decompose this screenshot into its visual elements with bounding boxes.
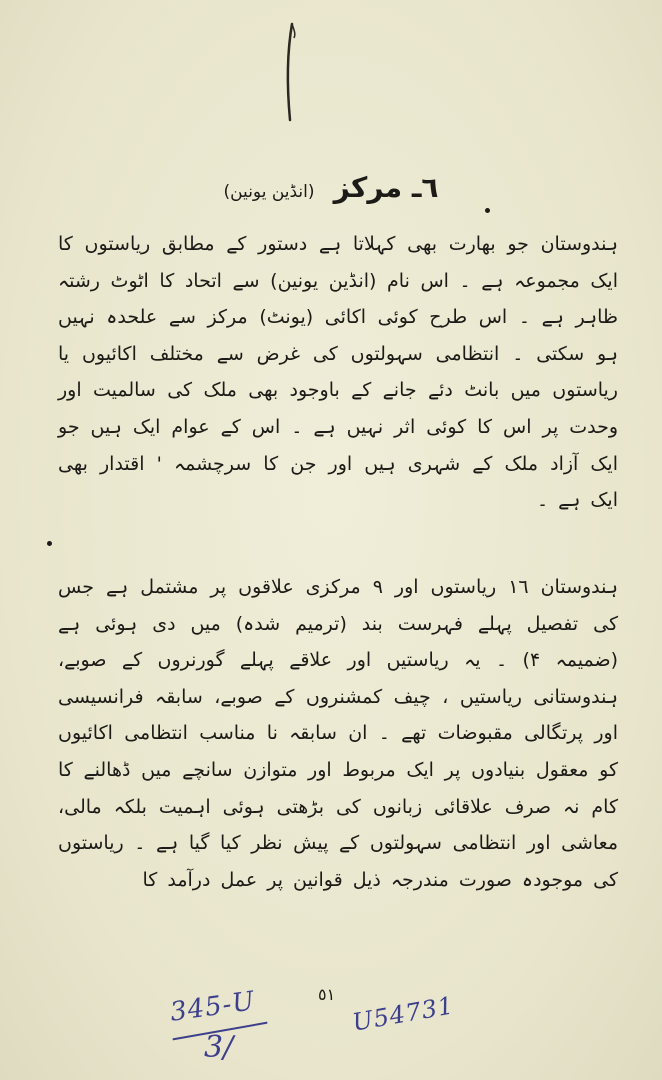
ink-speck (47, 541, 52, 546)
page-number: ٥١ (318, 985, 336, 1004)
body-paragraph: ہندوستان جو بھارت بھی کہلاتا ہے دستور کے مطابق ریاستوں کا ایک مجموعہ ہے ۔ اس نام (انڈین یونین) سے اتحاد کا اٹوٹ رشتہ ظاہر ہے ۔ اس طرح کوئی اکائی (یونٹ) مرکز سے علحدہ نہیں ہو سکتی ۔ انتظامی سہولتوں کی غرض سے مختلف اکائیوں یا ریاستوں میں بانٹ دئے جانے کے باوجود بھی ملک کی سالمیت اور وحدت پر اس کا کوئی اثر نہیں ہے ۔ اس کے عوام ایک ہیں جو ایک آزاد ملک کے شہری ہیں اور جن کا سرچشمہ ' اقتدار بھی ایک ہے ۔ (58, 233, 618, 512)
chapter-subtitle: (انڈین یونین) (223, 182, 315, 202)
chapter-heading (0, 168, 662, 212)
call-number-bottom: 3/ (204, 1030, 234, 1065)
accession-number-stamp: U54731 (350, 991, 457, 1037)
ink-speck (485, 208, 490, 213)
library-call-number-stamp (168, 986, 278, 1070)
chapter-title: ٦ـ مرکز (333, 171, 439, 204)
margin-pencil-mark (282, 22, 300, 122)
body-paragraph: ہندوستان ۱٦ ریاستوں اور ۹ مرکزی علاقوں پر مشتمل ہے جس کی تفصیل پہلے فہرست بند (ترمیم شدہ) میں دی ہوئی ہے (ضمیمہ ۴) ۔ یہ ریاستیں اور علاقے پہلے گورنروں کے صوبے، ہندوستانی ریاستیں ، چیف کمشنروں کے صوبے، سابقہ فرانسیسی اور پرتگالی مقبوضات تھے ۔ ان سابقہ نا مناسب انتظامی اکائیوں کو معقول بنیادوں پر ایک مربوط اور متوازن سانچے میں ڈھالنے کا کام نہ صرف علاقائی زبانوں کی بڑھتی ہوئی اہمیت بلکہ مالی، معاشی اور انتظامی سہولتوں کے پیش نظر کیا گیا ہے ۔ ریاستوں کی موجودہ صورت مندرجہ ذیل قوانین پر عمل درآمد کا (58, 576, 619, 891)
call-number-top: 345-U (168, 986, 258, 1028)
